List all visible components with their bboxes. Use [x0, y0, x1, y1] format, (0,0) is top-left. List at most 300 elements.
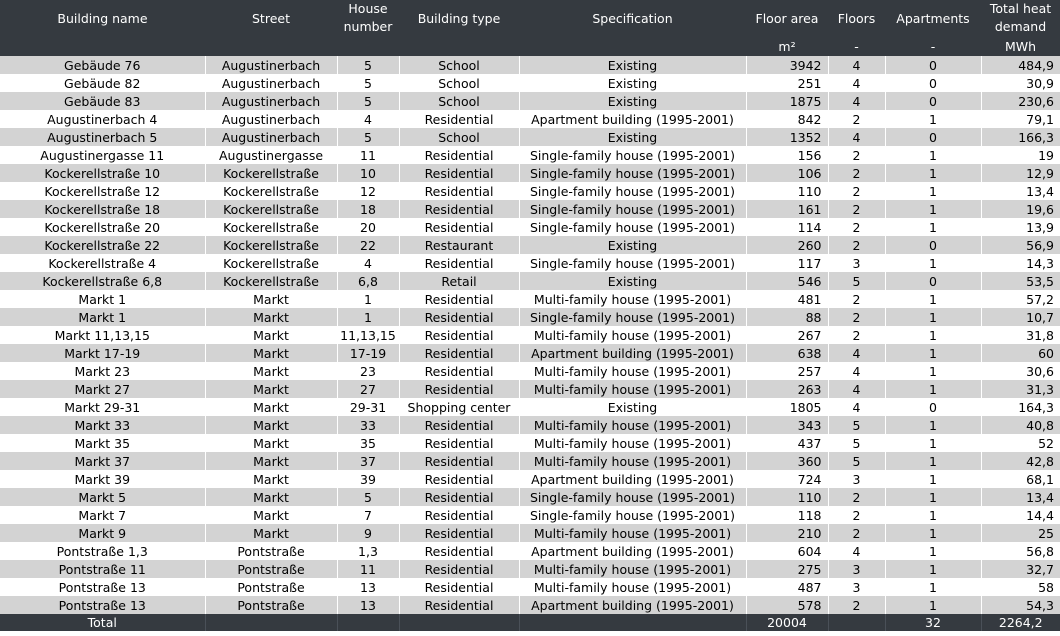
specification-cell: Single-family house (1995-2001): [519, 218, 746, 236]
apartments-cell: 1: [885, 596, 981, 614]
building-name-cell: Gebäude 83: [0, 92, 205, 110]
table-row: [0, 362, 1060, 380]
apartments-cell: 1: [885, 452, 981, 470]
building-name-cell: Markt 17-19: [0, 344, 205, 362]
building-name-cell: Kockerellstraße 22: [0, 236, 205, 254]
heat-demand-cell: 30,9: [981, 74, 1060, 92]
floor-area-cell: 110: [746, 182, 828, 200]
floor-area-cell: 343: [746, 416, 828, 434]
floor-area-cell: 487: [746, 578, 828, 596]
heat-demand-cell: 57,2: [981, 290, 1060, 308]
table-row: [0, 128, 1060, 146]
house-number-cell: 29-31: [337, 398, 399, 416]
street-cell: Markt: [205, 452, 337, 470]
building-name-cell: Pontstraße 13: [0, 578, 205, 596]
table-row: [0, 254, 1060, 272]
house-number-cell: 12: [337, 182, 399, 200]
floors-cell: 4: [828, 344, 885, 362]
building-name-cell: Gebäude 76: [0, 56, 205, 74]
unit-street: [205, 37, 337, 56]
building-name-cell: Markt 5: [0, 488, 205, 506]
table-row: [0, 218, 1060, 236]
street-cell: Kockerellstraße: [205, 200, 337, 218]
floor-area-cell: 118: [746, 506, 828, 524]
header-building-name: Building name: [0, 0, 205, 37]
building-name-cell: Markt 33: [0, 416, 205, 434]
building-type-cell: School: [399, 56, 519, 74]
street-cell: Augustinerbach: [205, 74, 337, 92]
header-house-number: House number: [337, 0, 399, 37]
building-name-cell: Markt 11,13,15: [0, 326, 205, 344]
house-number-cell: 5: [337, 92, 399, 110]
table-row: [0, 560, 1060, 578]
apartments-cell: 1: [885, 488, 981, 506]
street-cell: Augustinerbach: [205, 92, 337, 110]
floors-cell: 4: [828, 74, 885, 92]
table-row: [0, 452, 1060, 470]
unit-specification: [519, 37, 746, 56]
specification-cell: Single-family house (1995-2001): [519, 488, 746, 506]
floors-cell: 3: [828, 578, 885, 596]
floor-area-cell: 1805: [746, 398, 828, 416]
specification-cell: Existing: [519, 236, 746, 254]
heat-demand-cell: 164,3: [981, 398, 1060, 416]
house-number-cell: 6,8: [337, 272, 399, 290]
floor-area-cell: 481: [746, 290, 828, 308]
table-row: [0, 110, 1060, 128]
street-cell: Markt: [205, 398, 337, 416]
building-type-cell: Residential: [399, 290, 519, 308]
total-apartments: 32: [885, 614, 981, 631]
specification-cell: Apartment building (1995-2001): [519, 470, 746, 488]
floor-area-cell: 3942: [746, 56, 828, 74]
floors-cell: 2: [828, 488, 885, 506]
header-heat-demand: Total heat demand: [981, 0, 1060, 37]
floors-cell: 2: [828, 506, 885, 524]
specification-cell: Existing: [519, 272, 746, 290]
apartments-cell: 0: [885, 74, 981, 92]
building-name-cell: Markt 27: [0, 380, 205, 398]
building-name-cell: Markt 35: [0, 434, 205, 452]
floor-area-cell: 210: [746, 524, 828, 542]
building-type-cell: School: [399, 128, 519, 146]
floors-cell: 4: [828, 92, 885, 110]
floor-area-cell: 260: [746, 236, 828, 254]
building-type-cell: Residential: [399, 470, 519, 488]
table-row: [0, 416, 1060, 434]
apartments-cell: 0: [885, 236, 981, 254]
table-row: [0, 200, 1060, 218]
apartments-cell: 0: [885, 92, 981, 110]
house-number-cell: 33: [337, 416, 399, 434]
street-cell: Kockerellstraße: [205, 218, 337, 236]
heat-demand-cell: 230,6: [981, 92, 1060, 110]
street-cell: Markt: [205, 416, 337, 434]
floor-area-cell: 275: [746, 560, 828, 578]
apartments-cell: 1: [885, 200, 981, 218]
street-cell: Markt: [205, 506, 337, 524]
building-name-cell: Kockerellstraße 6,8: [0, 272, 205, 290]
table-row: [0, 470, 1060, 488]
specification-cell: Single-family house (1995-2001): [519, 200, 746, 218]
apartments-cell: 1: [885, 326, 981, 344]
apartments-cell: 1: [885, 164, 981, 182]
heat-demand-cell: 13,4: [981, 182, 1060, 200]
apartments-cell: 1: [885, 380, 981, 398]
house-number-cell: 20: [337, 218, 399, 236]
street-cell: Kockerellstraße: [205, 272, 337, 290]
specification-cell: Multi-family house (1995-2001): [519, 524, 746, 542]
floors-cell: 2: [828, 146, 885, 164]
apartments-cell: 0: [885, 128, 981, 146]
specification-cell: Apartment building (1995-2001): [519, 596, 746, 614]
house-number-cell: 5: [337, 56, 399, 74]
building-name-cell: Augustinerbach 5: [0, 128, 205, 146]
heat-demand-cell: 54,3: [981, 596, 1060, 614]
building-name-cell: Pontstraße 13: [0, 596, 205, 614]
specification-cell: Multi-family house (1995-2001): [519, 380, 746, 398]
table-row: [0, 74, 1060, 92]
street-cell: Augustinerbach: [205, 56, 337, 74]
specification-cell: Multi-family house (1995-2001): [519, 362, 746, 380]
floors-cell: 2: [828, 182, 885, 200]
building-name-cell: Gebäude 82: [0, 74, 205, 92]
heat-demand-cell: 31,8: [981, 326, 1060, 344]
apartments-cell: 1: [885, 290, 981, 308]
floor-area-cell: 1875: [746, 92, 828, 110]
unit-house-number: [337, 37, 399, 56]
table-row: [0, 542, 1060, 560]
table-row: [0, 488, 1060, 506]
table-row: [0, 92, 1060, 110]
building-type-cell: Residential: [399, 164, 519, 182]
apartments-cell: 0: [885, 272, 981, 290]
floor-area-cell: 578: [746, 596, 828, 614]
header-floors: Floors: [828, 0, 885, 37]
building-name-cell: Markt 37: [0, 452, 205, 470]
apartments-cell: 0: [885, 398, 981, 416]
house-number-cell: 13: [337, 596, 399, 614]
floors-cell: 2: [828, 164, 885, 182]
building-name-cell: Pontstraße 1,3: [0, 542, 205, 560]
house-number-cell: 18: [337, 200, 399, 218]
heat-demand-cell: 79,1: [981, 110, 1060, 128]
apartments-cell: 1: [885, 416, 981, 434]
floors-cell: 3: [828, 254, 885, 272]
heat-demand-cell: 53,5: [981, 272, 1060, 290]
building-type-cell: Shopping center: [399, 398, 519, 416]
house-number-cell: 4: [337, 110, 399, 128]
street-cell: Kockerellstraße: [205, 254, 337, 272]
floors-cell: 2: [828, 200, 885, 218]
floors-cell: 5: [828, 434, 885, 452]
heat-demand-cell: 14,4: [981, 506, 1060, 524]
building-type-cell: Residential: [399, 542, 519, 560]
floors-cell: 4: [828, 398, 885, 416]
floors-cell: 2: [828, 596, 885, 614]
house-number-cell: 22: [337, 236, 399, 254]
table-row: [0, 506, 1060, 524]
apartments-cell: 1: [885, 344, 981, 362]
specification-cell: Multi-family house (1995-2001): [519, 578, 746, 596]
floor-area-cell: 114: [746, 218, 828, 236]
heat-demand-cell: 10,7: [981, 308, 1060, 326]
floor-area-cell: 257: [746, 362, 828, 380]
building-type-cell: Restaurant: [399, 236, 519, 254]
street-cell: Kockerellstraße: [205, 236, 337, 254]
building-name-cell: Pontstraße 11: [0, 560, 205, 578]
unit-floor-area: m²: [746, 37, 828, 56]
building-type-cell: Residential: [399, 488, 519, 506]
floors-cell: 4: [828, 542, 885, 560]
total-label: Total: [0, 614, 205, 631]
house-number-cell: 1,3: [337, 542, 399, 560]
floors-cell: 4: [828, 128, 885, 146]
house-number-cell: 5: [337, 74, 399, 92]
table-row: [0, 308, 1060, 326]
apartments-cell: 1: [885, 560, 981, 578]
specification-cell: Single-family house (1995-2001): [519, 254, 746, 272]
specification-cell: Multi-family house (1995-2001): [519, 560, 746, 578]
units-row: [0, 37, 1060, 56]
building-name-cell: Kockerellstraße 20: [0, 218, 205, 236]
building-type-cell: Residential: [399, 578, 519, 596]
floors-cell: 2: [828, 524, 885, 542]
building-type-cell: Residential: [399, 254, 519, 272]
floors-cell: 2: [828, 110, 885, 128]
table-body: [0, 56, 1060, 614]
table-row: [0, 290, 1060, 308]
total-heat-demand: 2264,2: [981, 614, 1060, 631]
header-row: [0, 0, 1060, 37]
floors-cell: 4: [828, 362, 885, 380]
specification-cell: Single-family house (1995-2001): [519, 164, 746, 182]
floor-area-cell: 437: [746, 434, 828, 452]
total-floor-area: 20004: [746, 614, 828, 631]
unit-apartments: -: [885, 37, 981, 56]
floor-area-cell: 1352: [746, 128, 828, 146]
specification-cell: Existing: [519, 74, 746, 92]
heat-demand-cell: 19: [981, 146, 1060, 164]
header-floor-area: Floor area: [746, 0, 828, 37]
floors-cell: 2: [828, 290, 885, 308]
total-row: [0, 614, 1060, 631]
building-type-cell: School: [399, 92, 519, 110]
apartments-cell: 1: [885, 308, 981, 326]
apartments-cell: 1: [885, 542, 981, 560]
apartments-cell: 1: [885, 254, 981, 272]
header-street: Street: [205, 0, 337, 37]
floors-cell: 2: [828, 218, 885, 236]
heat-demand-cell: 19,6: [981, 200, 1060, 218]
house-number-cell: 35: [337, 434, 399, 452]
building-name-cell: Augustinerbach 4: [0, 110, 205, 128]
street-cell: Kockerellstraße: [205, 182, 337, 200]
building-type-cell: School: [399, 74, 519, 92]
specification-cell: Single-family house (1995-2001): [519, 506, 746, 524]
building-type-cell: Residential: [399, 326, 519, 344]
total-empty: [828, 614, 885, 631]
heat-demand-cell: 166,3: [981, 128, 1060, 146]
table-row: [0, 380, 1060, 398]
table-row: [0, 398, 1060, 416]
specification-cell: Existing: [519, 128, 746, 146]
floors-cell: 4: [828, 56, 885, 74]
heat-demand-cell: 56,9: [981, 236, 1060, 254]
house-number-cell: 11: [337, 560, 399, 578]
house-number-cell: 7: [337, 506, 399, 524]
floors-cell: 5: [828, 416, 885, 434]
house-number-cell: 17-19: [337, 344, 399, 362]
total-empty: [519, 614, 746, 631]
specification-cell: Single-family house (1995-2001): [519, 182, 746, 200]
street-cell: Kockerellstraße: [205, 164, 337, 182]
building-name-cell: Kockerellstraße 18: [0, 200, 205, 218]
house-number-cell: 23: [337, 362, 399, 380]
house-number-cell: 39: [337, 470, 399, 488]
heat-demand-cell: 32,7: [981, 560, 1060, 578]
unit-floors: -: [828, 37, 885, 56]
specification-cell: Existing: [519, 92, 746, 110]
building-type-cell: Residential: [399, 380, 519, 398]
floor-area-cell: 842: [746, 110, 828, 128]
street-cell: Markt: [205, 308, 337, 326]
street-cell: Markt: [205, 344, 337, 362]
specification-cell: Existing: [519, 56, 746, 74]
house-number-cell: 13: [337, 578, 399, 596]
street-cell: Pontstraße: [205, 560, 337, 578]
building-name-cell: Augustinergasse 11: [0, 146, 205, 164]
heat-demand-cell: 25: [981, 524, 1060, 542]
house-number-cell: 27: [337, 380, 399, 398]
total-empty: [337, 614, 399, 631]
building-type-cell: Residential: [399, 218, 519, 236]
street-cell: Markt: [205, 434, 337, 452]
street-cell: Augustinerbach: [205, 128, 337, 146]
specification-cell: Multi-family house (1995-2001): [519, 290, 746, 308]
house-number-cell: 37: [337, 452, 399, 470]
heat-demand-cell: 30,6: [981, 362, 1060, 380]
apartments-cell: 1: [885, 110, 981, 128]
total-empty: [205, 614, 337, 631]
street-cell: Markt: [205, 470, 337, 488]
table-row: [0, 524, 1060, 542]
heat-demand-cell: 52: [981, 434, 1060, 452]
street-cell: Markt: [205, 488, 337, 506]
apartments-cell: 1: [885, 434, 981, 452]
unit-building-type: [399, 37, 519, 56]
table-row: [0, 164, 1060, 182]
heat-demand-cell: 31,3: [981, 380, 1060, 398]
building-name-cell: Kockerellstraße 12: [0, 182, 205, 200]
building-type-cell: Residential: [399, 200, 519, 218]
building-type-cell: Residential: [399, 344, 519, 362]
table-row: [0, 578, 1060, 596]
unit-building-name: [0, 37, 205, 56]
street-cell: Markt: [205, 380, 337, 398]
header-apartments: Apartments: [885, 0, 981, 37]
heat-demand-cell: 58: [981, 578, 1060, 596]
heat-demand-cell: 56,8: [981, 542, 1060, 560]
floor-area-cell: 267: [746, 326, 828, 344]
specification-cell: Multi-family house (1995-2001): [519, 326, 746, 344]
apartments-cell: 1: [885, 182, 981, 200]
specification-cell: Single-family house (1995-2001): [519, 308, 746, 326]
specification-cell: Single-family house (1995-2001): [519, 146, 746, 164]
building-type-cell: Residential: [399, 308, 519, 326]
floor-area-cell: 263: [746, 380, 828, 398]
floor-area-cell: 106: [746, 164, 828, 182]
floors-cell: 5: [828, 272, 885, 290]
house-number-cell: 11: [337, 146, 399, 164]
heat-demand-cell: 14,3: [981, 254, 1060, 272]
building-name-cell: Kockerellstraße 10: [0, 164, 205, 182]
building-type-cell: Residential: [399, 452, 519, 470]
building-name-cell: Markt 23: [0, 362, 205, 380]
specification-cell: Existing: [519, 398, 746, 416]
specification-cell: Multi-family house (1995-2001): [519, 452, 746, 470]
building-type-cell: Residential: [399, 110, 519, 128]
heat-demand-cell: 484,9: [981, 56, 1060, 74]
building-name-cell: Markt 1: [0, 308, 205, 326]
house-number-cell: 10: [337, 164, 399, 182]
floor-area-cell: 117: [746, 254, 828, 272]
floor-area-cell: 251: [746, 74, 828, 92]
apartments-cell: 1: [885, 146, 981, 164]
building-type-cell: Residential: [399, 596, 519, 614]
floor-area-cell: 360: [746, 452, 828, 470]
apartments-cell: 1: [885, 524, 981, 542]
specification-cell: Apartment building (1995-2001): [519, 344, 746, 362]
specification-cell: Multi-family house (1995-2001): [519, 434, 746, 452]
floor-area-cell: 161: [746, 200, 828, 218]
floors-cell: 3: [828, 560, 885, 578]
heat-demand-cell: 13,4: [981, 488, 1060, 506]
heat-demand-cell: 60: [981, 344, 1060, 362]
apartments-cell: 1: [885, 470, 981, 488]
building-name-cell: Markt 29-31: [0, 398, 205, 416]
heat-demand-cell: 68,1: [981, 470, 1060, 488]
apartments-cell: 1: [885, 218, 981, 236]
floor-area-cell: 546: [746, 272, 828, 290]
building-name-cell: Markt 39: [0, 470, 205, 488]
house-number-cell: 9: [337, 524, 399, 542]
house-number-cell: 5: [337, 128, 399, 146]
heat-demand-cell: 42,8: [981, 452, 1060, 470]
building-type-cell: Residential: [399, 182, 519, 200]
floors-cell: 2: [828, 236, 885, 254]
street-cell: Markt: [205, 362, 337, 380]
table-row: [0, 326, 1060, 344]
floor-area-cell: 88: [746, 308, 828, 326]
house-number-cell: 1: [337, 308, 399, 326]
unit-heat-demand: MWh: [981, 37, 1060, 56]
floor-area-cell: 724: [746, 470, 828, 488]
street-cell: Markt: [205, 290, 337, 308]
apartments-cell: 1: [885, 578, 981, 596]
table-row: [0, 272, 1060, 290]
street-cell: Markt: [205, 524, 337, 542]
heat-demand-cell: 13,9: [981, 218, 1060, 236]
building-type-cell: Residential: [399, 416, 519, 434]
specification-cell: Multi-family house (1995-2001): [519, 416, 746, 434]
apartments-cell: 0: [885, 56, 981, 74]
table-row: [0, 434, 1060, 452]
building-name-cell: Markt 1: [0, 290, 205, 308]
table-row: [0, 56, 1060, 74]
floors-cell: 2: [828, 326, 885, 344]
building-name-cell: Markt 7: [0, 506, 205, 524]
